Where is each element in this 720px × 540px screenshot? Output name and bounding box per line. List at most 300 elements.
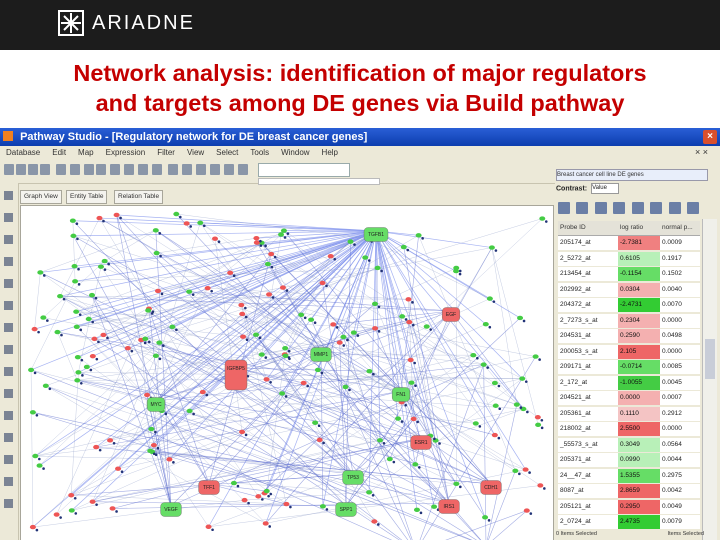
gene-node[interactable] <box>70 234 76 238</box>
table-header-row <box>558 221 698 236</box>
gene-node[interactable] <box>372 326 378 330</box>
relation-dot <box>157 447 160 450</box>
toolbar-tool-icon[interactable] <box>196 164 206 175</box>
gene-node[interactable] <box>489 245 495 249</box>
gene-node[interactable] <box>98 264 104 268</box>
gene-node[interactable] <box>264 489 270 493</box>
network-graph[interactable] <box>21 206 553 540</box>
gene-node[interactable] <box>414 508 420 512</box>
gene-node[interactable] <box>153 228 159 232</box>
gene-node[interactable] <box>412 462 418 466</box>
gene-node[interactable] <box>54 330 60 334</box>
gene-node[interactable] <box>517 316 523 320</box>
gene-node[interactable] <box>72 279 78 283</box>
toolbar-tool-icon[interactable] <box>40 164 50 175</box>
contrast-select[interactable]: Value <box>591 183 619 194</box>
gene-node[interactable] <box>278 232 284 236</box>
major-gene-node[interactable] <box>364 228 388 242</box>
toolbar-tool-icon[interactable] <box>238 164 248 175</box>
gene-node[interactable] <box>406 320 412 324</box>
toolbar-tool-icon[interactable] <box>124 164 134 175</box>
relation-dot <box>412 324 415 327</box>
gene-node[interactable] <box>263 521 269 525</box>
gene-node[interactable] <box>301 381 307 385</box>
gene-node[interactable] <box>431 505 437 509</box>
major-gene-node[interactable] <box>199 481 220 495</box>
refresh-icon[interactable] <box>650 202 662 214</box>
gene-node[interactable] <box>90 354 96 358</box>
menu-item-view[interactable]: View <box>186 148 205 157</box>
gene-node[interactable] <box>282 346 288 350</box>
relation-dot <box>36 529 39 532</box>
tab-relation-table[interactable]: Relation Table <box>114 190 163 204</box>
filter-input[interactable] <box>258 178 380 185</box>
menu-item-tools[interactable]: Tools <box>250 148 270 157</box>
gene-node[interactable] <box>539 216 545 220</box>
gene-node[interactable] <box>535 415 541 419</box>
relation-dot <box>37 331 40 334</box>
table-row[interactable] <box>558 360 698 375</box>
gene-node[interactable] <box>54 512 60 516</box>
gene-node[interactable] <box>330 322 336 326</box>
layout-tool-icon[interactable] <box>4 279 13 288</box>
gene-node[interactable] <box>74 378 80 382</box>
layout-tool-icon[interactable] <box>4 367 13 376</box>
gene-node[interactable] <box>184 221 190 225</box>
menu-item-help[interactable]: Help <box>321 148 338 157</box>
gene-node[interactable] <box>114 213 120 217</box>
gene-node[interactable] <box>254 240 260 244</box>
table-row[interactable] <box>558 314 698 329</box>
gene-node[interactable] <box>147 449 153 453</box>
table-row[interactable] <box>558 267 698 282</box>
sort-icon[interactable] <box>576 202 588 214</box>
relation-dot <box>306 385 309 388</box>
major-gene-node[interactable] <box>336 503 357 517</box>
gene-node[interactable] <box>371 519 377 523</box>
relation-dot <box>264 356 267 359</box>
gene-node[interactable] <box>337 340 343 344</box>
cell-log-ratio: 0.1110 <box>618 407 660 421</box>
table-row[interactable] <box>558 391 698 406</box>
gene-node[interactable] <box>154 251 160 255</box>
relation-dot <box>413 362 416 365</box>
gene-node[interactable] <box>96 216 102 220</box>
gene-node[interactable] <box>206 525 212 529</box>
gene-node[interactable] <box>524 508 530 512</box>
toolbar-tool-icon[interactable] <box>210 164 220 175</box>
gene-node[interactable] <box>470 353 476 357</box>
gene-node[interactable] <box>57 294 63 298</box>
gene-node[interactable] <box>187 409 193 413</box>
layout-tool-icon[interactable] <box>4 455 13 464</box>
gene-node[interactable] <box>212 236 218 240</box>
gene-node[interactable] <box>409 381 415 385</box>
relation-dot <box>121 470 124 473</box>
gene-node[interactable] <box>537 483 543 487</box>
table-row[interactable] <box>558 469 698 484</box>
relation-dot <box>158 232 161 235</box>
relation-dot <box>405 318 408 321</box>
layout-tool-icon[interactable] <box>4 389 13 398</box>
column-header-p-value[interactable]: normal p... <box>660 221 700 236</box>
table-row[interactable] <box>558 422 698 437</box>
major-gene-node[interactable] <box>442 308 460 322</box>
gene-node[interactable] <box>408 358 414 362</box>
layout-tool-icon[interactable] <box>4 323 13 332</box>
column-header-probe[interactable]: Probe ID <box>558 221 619 236</box>
gene-node[interactable] <box>74 325 80 329</box>
table-row[interactable] <box>558 283 698 298</box>
relation-dot <box>43 274 46 277</box>
gene-node[interactable] <box>279 391 285 395</box>
chart-icon[interactable] <box>613 202 625 214</box>
gene-node[interactable] <box>401 245 407 249</box>
gene-node[interactable] <box>264 377 270 381</box>
gene-node[interactable] <box>308 318 314 322</box>
toolbar <box>0 159 555 184</box>
major-gene-node[interactable] <box>343 471 364 485</box>
table-row[interactable] <box>558 252 698 267</box>
table-row[interactable] <box>558 453 698 468</box>
menu-item-select[interactable]: Select <box>216 148 239 157</box>
relation-dot <box>545 220 548 223</box>
gene-node[interactable] <box>281 228 287 232</box>
gene-node[interactable] <box>30 410 36 414</box>
gene-node[interactable] <box>372 302 378 306</box>
cell-log-ratio: 0.2304 <box>618 314 660 328</box>
table-row[interactable] <box>558 438 698 453</box>
gene-node[interactable] <box>107 438 113 442</box>
major-gene-node[interactable] <box>392 388 410 402</box>
layout-tool-icon[interactable] <box>4 191 13 200</box>
gene-node[interactable] <box>75 355 81 359</box>
gene-node[interactable] <box>411 417 417 421</box>
layout-tool-icon[interactable] <box>4 257 13 266</box>
gene-node[interactable] <box>72 264 78 268</box>
gene-node[interactable] <box>238 303 244 307</box>
cell-p-value: 0.0042 <box>660 484 700 498</box>
pathway-studio-window <box>0 128 720 540</box>
cell-log-ratio: 0.0000 <box>618 391 660 405</box>
layout-tool-icon[interactable] <box>4 235 13 244</box>
network-edge <box>71 372 78 495</box>
relation-dot <box>322 442 325 445</box>
gene-node[interactable] <box>156 340 162 344</box>
gene-node[interactable] <box>351 330 357 334</box>
gene-node[interactable] <box>91 337 97 341</box>
gene-node[interactable] <box>148 427 154 431</box>
toolbar-tool-icon[interactable] <box>70 164 80 175</box>
gene-node[interactable] <box>328 254 334 258</box>
gene-node[interactable] <box>416 233 422 237</box>
relation-dot <box>421 237 424 240</box>
layout-tool-icon[interactable] <box>4 301 13 310</box>
left-tool-strip <box>0 183 19 540</box>
filter-icon[interactable] <box>595 202 607 214</box>
gene-node[interactable] <box>40 315 46 319</box>
gene-node[interactable] <box>197 221 203 225</box>
tab-graph-view[interactable]: Graph View <box>20 190 62 204</box>
gene-node[interactable] <box>142 337 148 341</box>
network-edge <box>72 324 486 510</box>
major-gene-node[interactable] <box>225 360 247 390</box>
menu-item-expression[interactable]: Expression <box>105 148 146 157</box>
gene-node[interactable] <box>317 438 323 442</box>
cell-log-ratio: -2.4731 <box>618 298 660 312</box>
gene-node[interactable] <box>69 508 75 512</box>
toolbar-tool-icon[interactable] <box>168 164 178 175</box>
relation-dot <box>495 249 498 252</box>
gene-node[interactable] <box>492 433 498 437</box>
menu-item-filter[interactable]: Filter <box>157 148 175 157</box>
gene-node[interactable] <box>155 289 161 293</box>
gene-node[interactable] <box>239 430 245 434</box>
gene-node[interactable] <box>89 293 95 297</box>
toolbar-tool-icon[interactable] <box>110 164 120 175</box>
gene-node[interactable] <box>70 219 76 223</box>
gene-node[interactable] <box>166 457 172 461</box>
gene-node[interactable] <box>387 457 393 461</box>
gene-node[interactable] <box>84 365 90 369</box>
gene-node[interactable] <box>28 368 34 372</box>
gene-node[interactable] <box>110 506 116 510</box>
gene-node[interactable] <box>283 502 289 506</box>
gene-node[interactable] <box>173 212 179 216</box>
settings-icon[interactable] <box>632 202 644 214</box>
gene-node[interactable] <box>312 421 318 425</box>
layout-tool-icon[interactable] <box>4 433 13 442</box>
major-gene-node[interactable] <box>311 348 332 362</box>
gene-node[interactable] <box>362 255 368 259</box>
cell-log-ratio: -0.0714 <box>618 360 660 374</box>
help-icon[interactable] <box>687 202 699 214</box>
table-row[interactable] <box>558 484 698 499</box>
gene-node[interactable] <box>37 270 43 274</box>
toolbar-tool-icon[interactable] <box>224 164 234 175</box>
table-row[interactable] <box>558 236 698 251</box>
gene-node[interactable] <box>487 296 493 300</box>
major-gene-node[interactable] <box>161 503 182 517</box>
toolbar-tool-icon[interactable] <box>96 164 106 175</box>
table-row[interactable] <box>558 500 698 515</box>
gene-node[interactable] <box>366 490 372 494</box>
gene-node[interactable] <box>32 327 38 331</box>
layout-tool-icon[interactable] <box>4 411 13 420</box>
gene-label: MMP1 <box>313 352 329 358</box>
menu-item-database[interactable]: Database <box>6 148 41 157</box>
gene-node[interactable] <box>366 369 372 373</box>
document-window-controls[interactable]: × × <box>694 147 708 157</box>
gene-node[interactable] <box>405 297 411 301</box>
gene-node[interactable] <box>240 335 246 339</box>
column-header-log-ratio[interactable]: log ratio <box>618 221 660 236</box>
gene-node[interactable] <box>205 286 211 290</box>
relation-dot <box>245 434 248 437</box>
gene-node[interactable] <box>73 309 79 313</box>
gene-node[interactable] <box>266 292 272 296</box>
network-edge <box>43 261 104 317</box>
gene-node[interactable] <box>239 312 245 316</box>
network-edge <box>152 299 490 452</box>
gene-node[interactable] <box>343 385 349 389</box>
gene-node[interactable] <box>453 482 459 486</box>
gene-node[interactable] <box>523 467 529 471</box>
relation-dot <box>259 336 262 339</box>
relation-dot <box>192 413 195 416</box>
gene-node[interactable] <box>453 269 459 273</box>
gene-node[interactable] <box>115 467 121 471</box>
gene-node[interactable] <box>473 421 479 425</box>
gene-node[interactable] <box>320 504 326 508</box>
major-gene-node[interactable] <box>481 481 502 495</box>
gene-node[interactable] <box>377 438 383 442</box>
major-gene-node[interactable] <box>439 500 460 514</box>
cell-probe-id: 200053_s_at <box>558 345 619 359</box>
gene-node[interactable] <box>144 393 150 397</box>
relation-dot <box>264 245 267 248</box>
table-scrollbar[interactable] <box>702 219 717 540</box>
menu-item-map[interactable]: Map <box>78 148 94 157</box>
toolbar-tool-icon[interactable] <box>28 164 38 175</box>
gene-node[interactable] <box>482 515 488 519</box>
network-graph-canvas[interactable] <box>20 205 554 540</box>
gene-node[interactable] <box>399 314 405 318</box>
gene-node[interactable] <box>90 499 96 503</box>
gene-node[interactable] <box>231 481 237 485</box>
table-row[interactable] <box>558 345 698 360</box>
gene-node[interactable] <box>75 370 81 374</box>
gene-node[interactable] <box>102 259 108 263</box>
gene-node[interactable] <box>481 362 487 366</box>
gene-node[interactable] <box>493 404 499 408</box>
gene-node[interactable] <box>200 390 206 394</box>
relation-dot <box>267 495 270 498</box>
toolbar-tool-icon[interactable] <box>16 164 26 175</box>
menu-item-edit[interactable]: Edit <box>52 148 67 157</box>
network-edge <box>78 372 522 378</box>
gene-node[interactable] <box>227 271 233 275</box>
tab-entity-table[interactable]: Entity Table <box>66 190 107 204</box>
relation-dot <box>378 306 381 309</box>
toolbar-tool-icon[interactable] <box>138 164 148 175</box>
gene-node[interactable] <box>255 494 261 498</box>
window-titlebar[interactable] <box>0 128 720 146</box>
table-scrollbar-thumb[interactable] <box>705 339 715 379</box>
toolbar-tool-icon[interactable] <box>152 164 162 175</box>
gene-node[interactable] <box>43 384 49 388</box>
menu-item-window[interactable]: Window <box>281 148 310 157</box>
relation-dot <box>438 442 441 445</box>
relation-dot <box>541 419 544 422</box>
gene-node[interactable] <box>347 239 353 243</box>
toolbar-tool-icon[interactable] <box>56 164 66 175</box>
table-row[interactable] <box>558 298 698 313</box>
table-row[interactable] <box>558 407 698 422</box>
gene-node[interactable] <box>145 308 151 312</box>
layout-tool-icon[interactable] <box>4 499 13 508</box>
cell-p-value: 0.0000 <box>660 422 700 436</box>
relation-dot <box>346 339 349 342</box>
layout-tool-icon[interactable] <box>4 477 13 486</box>
gene-node[interactable] <box>37 463 43 467</box>
gene-node[interactable] <box>151 443 157 447</box>
search-input[interactable] <box>258 163 350 177</box>
gene-node[interactable] <box>492 381 498 385</box>
status-left: 0 Items Selected <box>556 531 597 537</box>
relation-dot <box>357 334 360 337</box>
gene-node[interactable] <box>315 368 321 372</box>
gene-node[interactable] <box>375 266 381 270</box>
relation-dot <box>525 380 528 383</box>
table-row[interactable] <box>558 329 698 344</box>
table-row[interactable] <box>558 376 698 391</box>
layout-tool-icon[interactable] <box>4 213 13 222</box>
relation-dot <box>78 283 81 286</box>
gene-node[interactable] <box>253 236 259 240</box>
toolbar-tool-icon[interactable] <box>182 164 192 175</box>
cell-probe-id: 209171_at <box>558 360 619 374</box>
gene-node[interactable] <box>268 252 274 256</box>
gene-node[interactable] <box>259 352 265 356</box>
relation-dot <box>342 344 345 347</box>
export-icon[interactable] <box>669 202 681 214</box>
major-gene-node[interactable] <box>147 398 165 412</box>
gene-node[interactable] <box>519 376 525 380</box>
gene-node[interactable] <box>533 354 539 358</box>
gene-node[interactable] <box>30 525 36 529</box>
layout-tool-icon[interactable] <box>4 345 13 354</box>
gene-node[interactable] <box>86 317 92 321</box>
gene-node[interactable] <box>100 333 106 337</box>
gene-node[interactable] <box>93 445 99 449</box>
window-title: Pathway Studio - [Regulatory network for DE breast cancer genes] <box>20 131 368 143</box>
cell-log-ratio: 1.5355 <box>618 469 660 483</box>
gene-node[interactable] <box>483 322 489 326</box>
relation-dot <box>175 329 178 332</box>
table-view-icon[interactable] <box>558 202 570 214</box>
gene-node[interactable] <box>125 346 131 350</box>
gene-node[interactable] <box>68 493 74 497</box>
gene-node[interactable] <box>282 354 288 358</box>
relation-dot <box>119 217 122 220</box>
gene-node[interactable] <box>280 285 286 289</box>
gene-node[interactable] <box>298 313 304 317</box>
gene-node[interactable] <box>186 289 192 293</box>
gene-node[interactable] <box>242 498 248 502</box>
gene-node[interactable] <box>265 262 271 266</box>
major-gene-node[interactable] <box>411 436 432 450</box>
relation-dot <box>274 256 277 259</box>
gene-node[interactable] <box>512 469 518 473</box>
cell-probe-id: 213454_at <box>558 267 619 281</box>
major-gene-shape[interactable] <box>225 360 247 390</box>
gene-node[interactable] <box>340 335 346 339</box>
gene-node[interactable] <box>169 325 175 329</box>
gene-node[interactable] <box>514 402 520 406</box>
gene-node[interactable] <box>424 324 430 328</box>
toolbar-tool-icon[interactable] <box>84 164 94 175</box>
gene-node[interactable] <box>253 333 259 337</box>
toolbar-tool-icon[interactable] <box>4 164 14 175</box>
gene-node[interactable] <box>535 423 541 427</box>
gene-node[interactable] <box>153 354 159 358</box>
gene-node[interactable] <box>395 416 401 420</box>
gene-node[interactable] <box>320 281 326 285</box>
window-close-button[interactable]: × <box>703 130 717 144</box>
table-row[interactable] <box>558 515 698 530</box>
gene-node[interactable] <box>32 454 38 458</box>
